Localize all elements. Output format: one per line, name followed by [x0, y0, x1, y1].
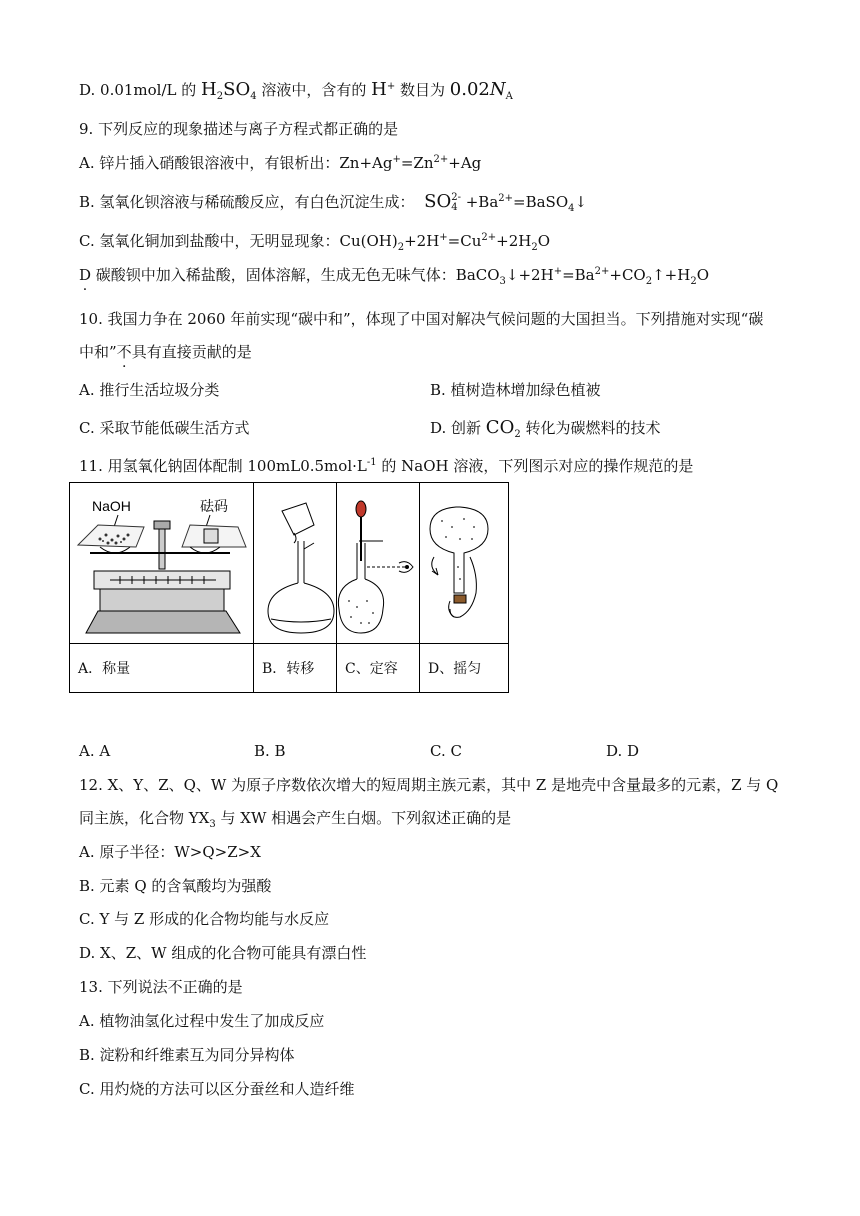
q11-option-c: C. C [430, 742, 462, 760]
q12-option-d: D. X、Z、W 组成的化合物可能具有漂白性 [79, 944, 367, 962]
q12-option-c: C. Y 与 Z 形成的化合物均能与水反应 [79, 910, 330, 928]
naoh-label: NaOH [92, 498, 131, 514]
caption-b: B．转移 [254, 644, 337, 693]
q8-option-d: D. 0.01mol/L 的 $H_2SO_4$ 溶液中，含有的 H+ 数目为 $0.02N_A$ [79, 79, 513, 102]
q11-option-d: D. D [606, 742, 640, 760]
q9-option-d: D · 碳酸钡中加入稀盐酸，固体溶解，生成无色无味气体：$BaCO_3↓+2H^+=Ba^{2+}+CO_2↑+H_2O$ [79, 265, 709, 285]
caption-c: C、定容 [337, 644, 420, 693]
q10-option-c: C. 采取节能低碳生活方式 [79, 419, 250, 437]
q12-stem-line2: 同主族，化合物 $YX_3$ 与 XW 相遇会产生白烟。下列叙述正确的是 [79, 809, 512, 830]
q10-stem-line2: 中和”不具有直接贡献的是 [79, 343, 252, 361]
weight-label: 砝码 [200, 498, 228, 514]
q10-option-b: B. 植树造林增加绿色植被 [430, 381, 601, 399]
q10-option-d: D. 创新 $CO_2$ 转化为碳燃料的技术 [430, 417, 661, 440]
q13-option-c: C. 用灼烧的方法可以区分蚕丝和人造纤维 [79, 1080, 355, 1098]
caption-a: A．称量 [70, 644, 254, 693]
q13-stem: 13. 下列说法不正确的是 [79, 978, 243, 996]
q11-figure-table [69, 482, 509, 693]
q9-stem: 9. 下列反应的现象描述与离子方程式都正确的是 [79, 120, 399, 138]
q12-option-b: B. 元素 Q 的含氧酸均为强酸 [79, 877, 272, 895]
q12-option-a: A. 原子半径：W>Q>Z>X [79, 843, 261, 861]
q9-option-c: C. 氢氧化铜加到盐酸中，无明显现象：$Cu(OH)_2+2H^+=Cu^{2+}+2H_2O$ [79, 232, 551, 253]
caption-d: D、摇匀 [420, 644, 509, 693]
q9-option-b: B. 氢氧化钡溶液与稀硫酸反应，有白色沉淀生成： SO 2- 4 $+Ba^{2+}=BaSO_4↓$ [79, 191, 588, 214]
figure-fixing-volume [337, 483, 420, 644]
q9-option-a: A. 锌片插入硝酸银溶液中，有银析出：$Zn+Ag^+=Zn^{2+}+Ag$ [79, 154, 482, 172]
q11-option-b: B. B [254, 742, 286, 760]
figure-balance [70, 483, 254, 644]
figure-shaking [420, 483, 509, 644]
q11-option-a: A. A [79, 742, 111, 760]
q13-option-b: B. 淀粉和纤维素互为同分异构体 [79, 1046, 295, 1064]
figure-transfer [254, 483, 337, 644]
q11-stem: 11. 用氢氧化钠固体配制 $100mL0.5mol\cdot L^{-1}$ 的 NaOH 溶液，下列图示对应的操作规范的是 [79, 457, 694, 475]
q10-option-a: A. 推行生活垃圾分类 [79, 381, 220, 399]
q10-stem-line1: 10. 我国力争在 2060 年前实现“碳中和”，体现了中国对解决气候问题的大国担当。下列措施对实现“碳 [79, 310, 764, 328]
q13-option-a: A. 植物油氢化过程中发生了加成反应 [79, 1012, 325, 1030]
q12-stem-line1: 12. X、Y、Z、Q、W 为原子序数依次增大的短周期主族元素，其中 Z 是地壳中含量最多的元素，Z 与 Q [79, 776, 779, 794]
